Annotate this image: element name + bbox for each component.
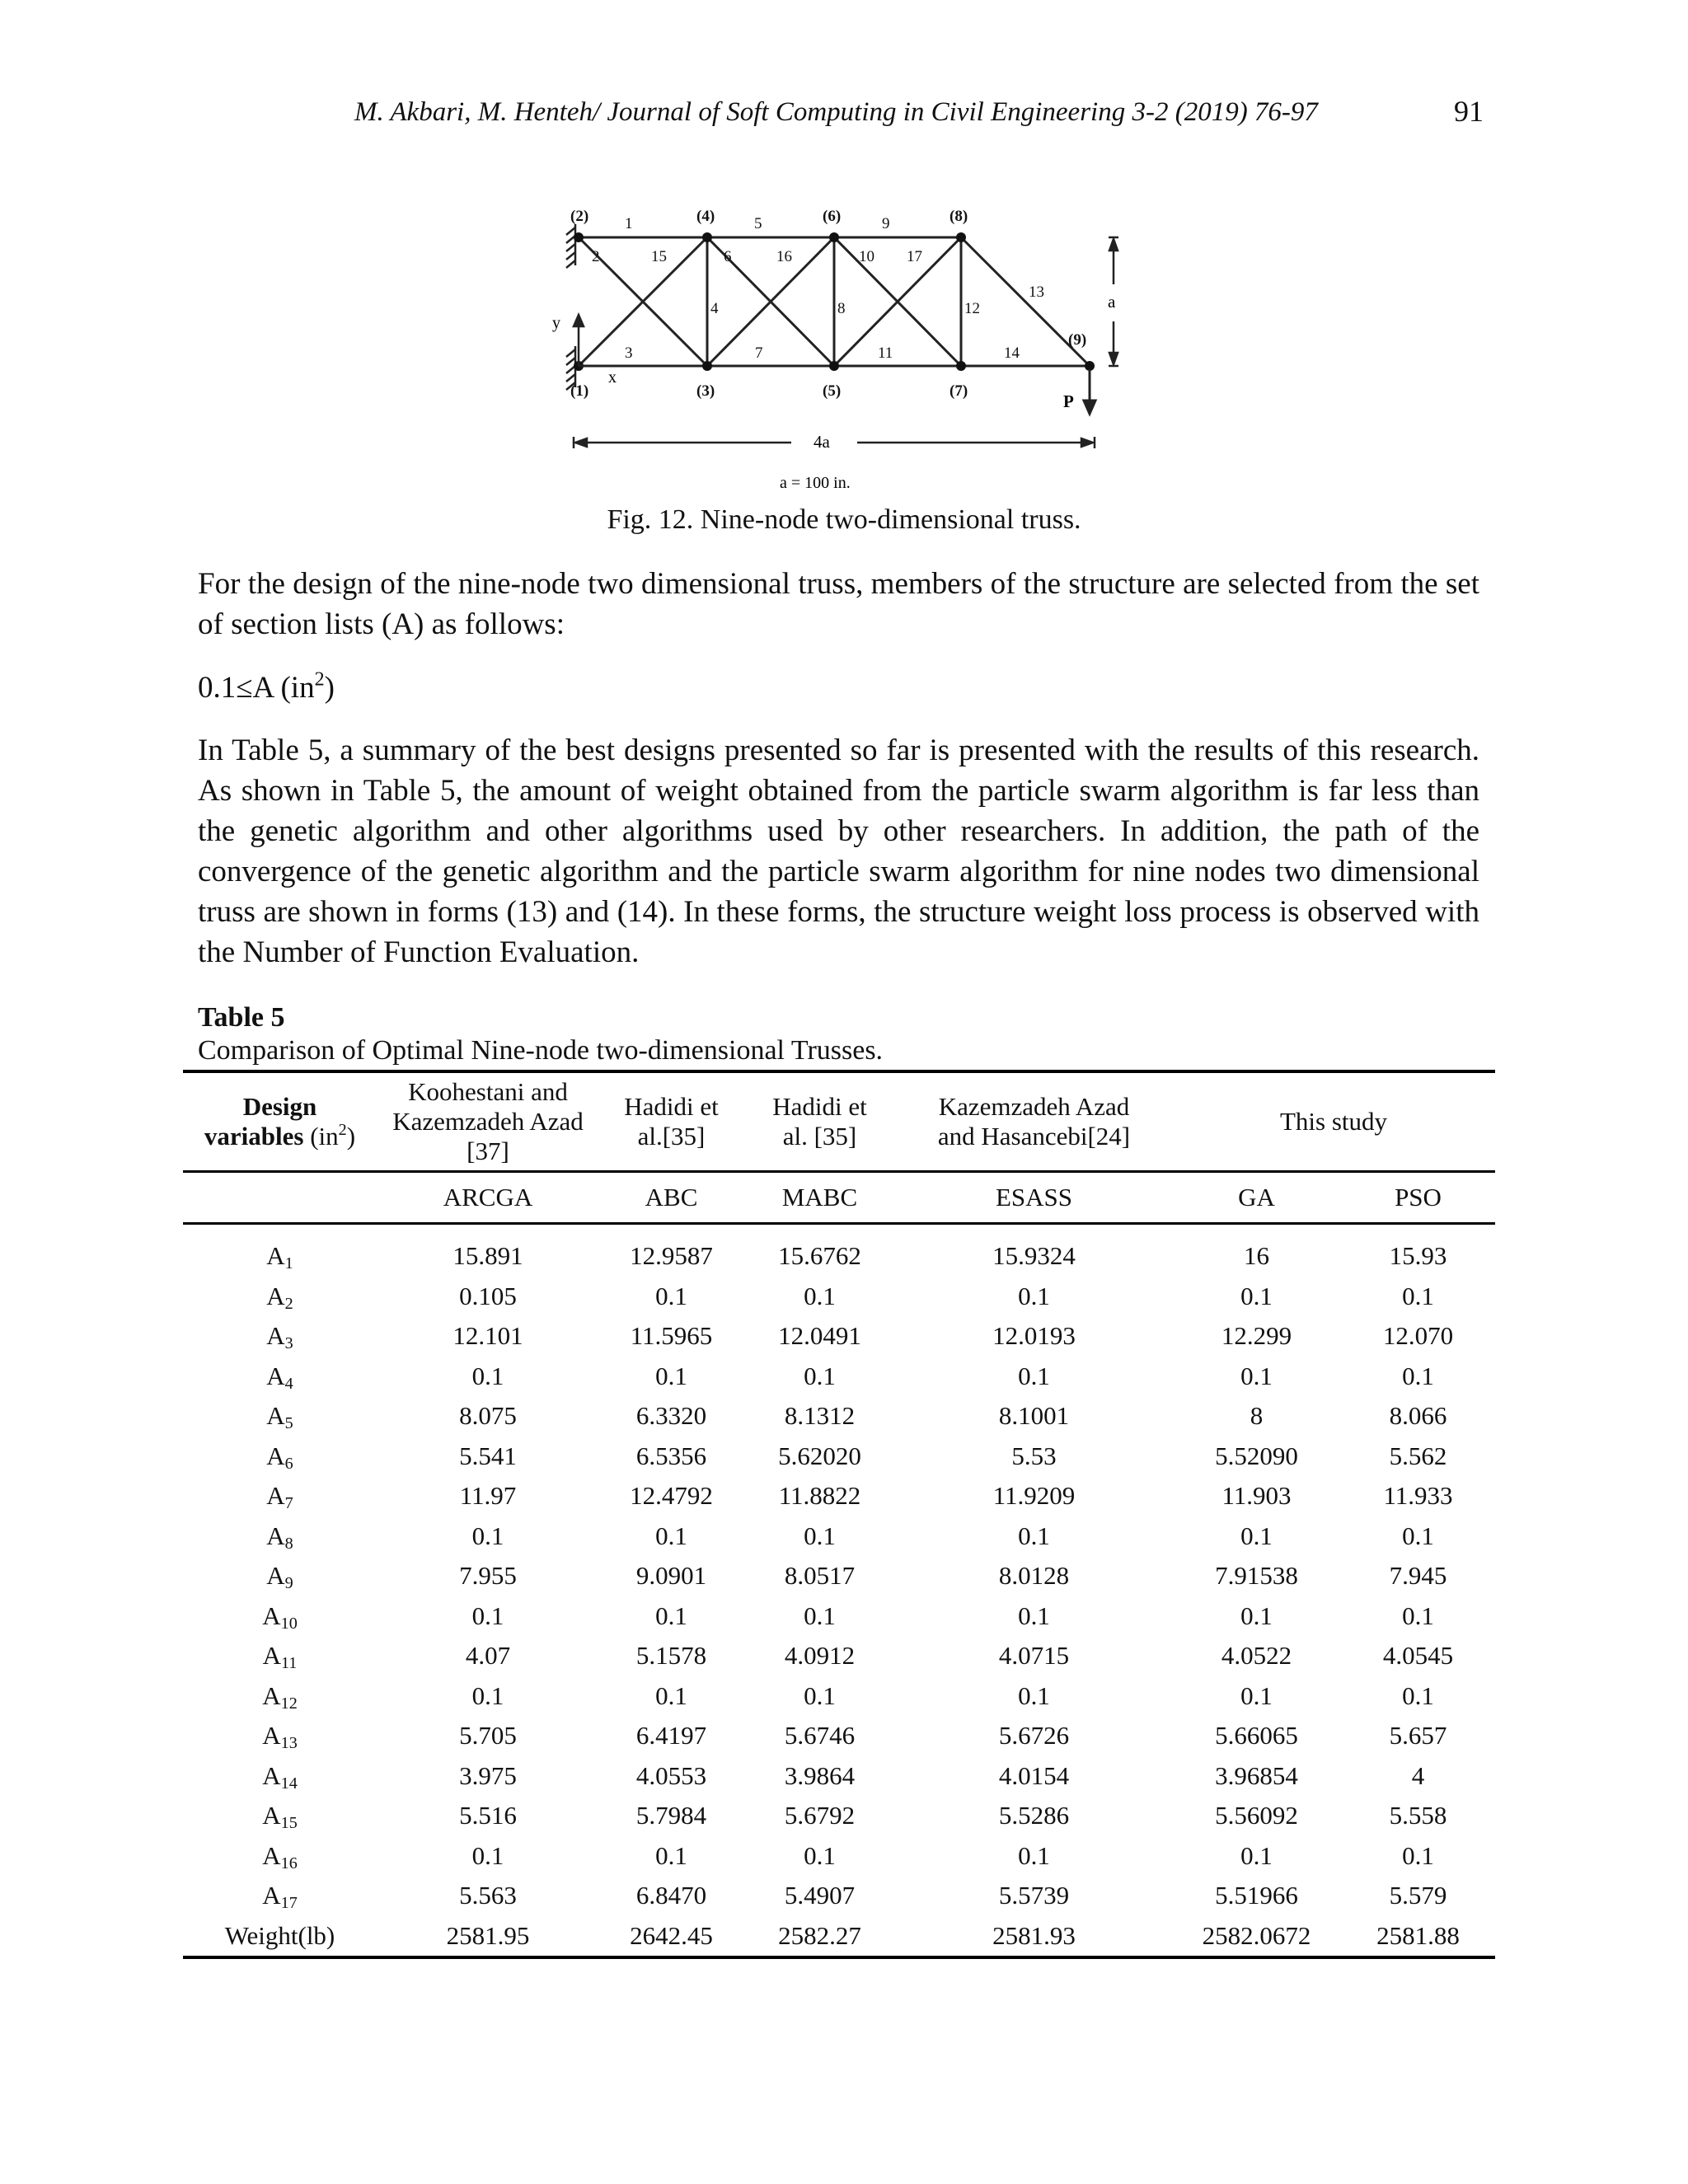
table-cell: 5.516: [459, 1801, 517, 1830]
table-cell: 5.66065: [1215, 1721, 1298, 1750]
constraint-expression: [198, 668, 1479, 708]
node-label: (6): [823, 208, 842, 225]
table-cell: 5.579: [1389, 1881, 1447, 1910]
table-row: [183, 1876, 1495, 1916]
table-cell: 0.1: [655, 1521, 687, 1550]
table-cell: 0.1: [655, 1361, 687, 1390]
axis-y-label: y: [552, 314, 560, 332]
weight-cell: 2581.95: [377, 1916, 599, 1958]
table-row: [183, 1476, 1495, 1516]
header-design-variables: Design variables $(in^2)$: [183, 1071, 377, 1172]
table-cell: 0.1: [1402, 1361, 1434, 1390]
header-kazemzadeh: Kazemzadeh Azad and Hasancebi[24]: [896, 1071, 1172, 1172]
table-row: [183, 1516, 1495, 1557]
design-variable: $A_{16}$: [262, 1840, 298, 1872]
table-cell: 7.945: [1389, 1561, 1447, 1591]
table-label: Table 5: [198, 1002, 285, 1033]
constraint-text: 0.1≤A (in: [198, 671, 315, 705]
table-cell: 0.1: [1240, 1521, 1273, 1550]
table-cell: 5.705: [459, 1721, 517, 1750]
table-cell: 4.0522: [1221, 1641, 1292, 1671]
header-hadidi-2: Hadidi et al. [35]: [743, 1071, 896, 1172]
table-row: [183, 1796, 1495, 1836]
node-label: (5): [823, 382, 842, 400]
table-cell: 11.8822: [778, 1481, 861, 1511]
table-cell: 7.91538: [1215, 1561, 1298, 1591]
table-cell: 0.1: [471, 1361, 504, 1390]
member-label: 16: [776, 248, 792, 265]
algorithm-name: MABC: [743, 1172, 896, 1224]
constraint-sup: 2: [314, 668, 325, 691]
member-label: 6: [724, 248, 732, 265]
span-label: 4a: [814, 432, 830, 452]
table-cell: 0.1: [471, 1521, 504, 1550]
table-cell: 0.1: [1018, 1281, 1050, 1310]
table-cell: 12.4792: [630, 1481, 713, 1511]
table-cell: 0.1: [471, 1840, 504, 1870]
table-cell: 0.1: [804, 1840, 836, 1870]
table-cell: 5.1578: [635, 1641, 707, 1671]
design-variable: $A_8$: [266, 1521, 293, 1553]
algorithm-name: ARCGA: [377, 1172, 599, 1224]
table-cell: 5.6726: [998, 1721, 1070, 1750]
design-variable: $A_{15}$: [262, 1801, 298, 1833]
constraint-suffix: ): [324, 671, 335, 705]
table-cell: 0.1: [804, 1281, 836, 1310]
weight-cell: 2582.0672: [1172, 1916, 1341, 1958]
a-value-label: a = 100 in.: [780, 474, 851, 492]
design-variable: $A_5$: [266, 1401, 293, 1433]
weight-cell: 2642.45: [599, 1916, 743, 1958]
table-cell: 5.562: [1389, 1441, 1447, 1470]
table-row: [183, 1224, 1495, 1277]
table-cell: 0.1: [804, 1601, 836, 1630]
node-label: (2): [570, 208, 589, 225]
table-cell: 8: [1250, 1401, 1264, 1431]
node-label: (1): [570, 382, 589, 400]
table-cell: 6.3320: [635, 1401, 707, 1431]
table-cell: 8.0128: [998, 1561, 1070, 1591]
table-row: [183, 1636, 1495, 1676]
member-label: 11: [878, 344, 893, 362]
table-cell: 15.891: [452, 1241, 523, 1271]
table-title: Comparison of Optimal Nine-node two-dimensional Trusses.: [198, 1035, 884, 1066]
comparison-table: [183, 1070, 1495, 1959]
table-cell: 5.6746: [784, 1721, 856, 1750]
truss-figure: [528, 198, 1137, 503]
table-cell: 12.299: [1221, 1321, 1292, 1351]
table-cell: 0.1: [1402, 1601, 1434, 1630]
algorithm-name: ABC: [599, 1172, 743, 1224]
table-cell: 4.0545: [1382, 1641, 1454, 1671]
table-cell: 8.0517: [784, 1561, 856, 1591]
table-row: [183, 1556, 1495, 1596]
table-cell: 5.52090: [1215, 1441, 1298, 1470]
member-label: 9: [882, 215, 890, 232]
node-label: (7): [950, 382, 968, 400]
table-cell: 8.075: [459, 1401, 517, 1431]
table-cell: 5.56092: [1215, 1801, 1298, 1830]
axes: [574, 315, 607, 366]
table-cell: 12.070: [1382, 1321, 1454, 1351]
table-cell: 5.62020: [778, 1441, 861, 1470]
height-label: a: [1108, 292, 1116, 312]
design-variable: $A_7$: [266, 1481, 293, 1513]
table-cell: 7.955: [459, 1561, 517, 1591]
table-cell: 0.1: [1240, 1281, 1273, 1310]
weight-cell: 2582.27: [743, 1916, 896, 1958]
algorithm-name: PSO: [1341, 1172, 1495, 1224]
running-header: [198, 97, 1484, 138]
table-cell: 0.1: [1018, 1601, 1050, 1630]
table-row: [183, 1277, 1495, 1317]
design-variable: $A_9$: [266, 1561, 293, 1593]
member-label: 17: [907, 248, 922, 265]
table-row: [183, 1836, 1495, 1877]
member-label: 5: [754, 215, 762, 232]
table-cell: 0.1: [804, 1521, 836, 1550]
table-cell: 0.1: [1402, 1680, 1434, 1710]
table-cell: 11.903: [1221, 1481, 1292, 1511]
member-label: 15: [651, 248, 667, 265]
table-cell: 6.8470: [635, 1881, 707, 1910]
table-cell: 0.1: [804, 1680, 836, 1710]
table-cell: 11.9209: [992, 1481, 1076, 1511]
table-cell: 5.7984: [635, 1801, 707, 1830]
load-label: P: [1063, 391, 1074, 411]
table-cell: 0.1: [1402, 1281, 1434, 1310]
table-row: [183, 1756, 1495, 1797]
table-cell: 0.1: [655, 1281, 687, 1310]
table-cell: 6.5356: [635, 1441, 707, 1470]
member-label: 7: [755, 344, 763, 362]
table-row: [183, 1316, 1495, 1357]
member-label: 12: [964, 300, 980, 317]
table-cell: 0.1: [1018, 1521, 1050, 1550]
table-cell: 0.1: [1240, 1601, 1273, 1630]
table-cell: 3.975: [459, 1760, 517, 1790]
table-cell: 0.1: [1018, 1840, 1050, 1870]
design-variable: $A_{11}$: [262, 1641, 298, 1673]
member-label: 1: [625, 215, 633, 232]
member-label: 2: [592, 248, 600, 265]
figure-caption: Fig. 12. Nine-node two-dimensional truss.: [607, 504, 1081, 535]
header-this-study: This study: [1172, 1071, 1495, 1172]
weight-cell: 2581.88: [1341, 1916, 1495, 1958]
node-label: (4): [696, 208, 715, 225]
table-cell: 0.1: [471, 1680, 504, 1710]
header-hadidi-1: Hadidi et al.[35]: [599, 1071, 743, 1172]
table-cell: 4.07: [465, 1641, 511, 1671]
table-cell: 5.5286: [998, 1801, 1070, 1830]
table-cell: 12.0193: [992, 1321, 1076, 1351]
table-cell: 15.93: [1389, 1241, 1447, 1271]
table-cell: 5.563: [459, 1881, 517, 1910]
table-cell: 15.6762: [778, 1241, 861, 1271]
journal-citation: M. Akbari, M. Henteh/ Journal of Soft Computing in Civil Engineering 3-2 (2019) 76-97: [354, 97, 1318, 127]
table-cell: 15.9324: [992, 1241, 1076, 1271]
design-variable: $A_{17}$: [262, 1881, 298, 1913]
table-cell: 9.0901: [635, 1561, 707, 1591]
table-cell: 5.6792: [784, 1801, 856, 1830]
table-cell: 4.0912: [784, 1641, 856, 1671]
node-label: (3): [696, 382, 715, 400]
algorithm-row: [183, 1172, 1495, 1224]
table-row: [183, 1596, 1495, 1637]
table-cell: 11.97: [459, 1481, 517, 1511]
weight-label: Weight(lb): [183, 1916, 377, 1958]
member-label: 13: [1029, 284, 1044, 301]
header-koohestani: Koohestani and Kazemzadeh Azad [37]: [377, 1071, 599, 1172]
table-cell: 12.0491: [778, 1321, 861, 1351]
table-cell: 4.0154: [998, 1760, 1070, 1790]
table-cell: 6.4197: [635, 1721, 707, 1750]
table-row: [183, 1716, 1495, 1756]
table-cell: 12.9587: [630, 1241, 713, 1271]
member-label: 10: [859, 248, 874, 265]
node-label: (8): [950, 208, 968, 225]
table-cell: 5.541: [459, 1441, 517, 1470]
table-cell: 5.657: [1389, 1721, 1447, 1750]
weight-cell: 2581.93: [896, 1916, 1172, 1958]
design-variable: $A_{10}$: [262, 1601, 298, 1633]
table-cell: 16: [1244, 1241, 1269, 1271]
design-variable: $A_{12}$: [262, 1680, 298, 1713]
table-cell: 11.5965: [630, 1321, 713, 1351]
algorithm-name: GA: [1172, 1172, 1341, 1224]
table-cell: 0.1: [1018, 1680, 1050, 1710]
table-cell: 0.1: [1402, 1521, 1434, 1550]
design-variable: $A_2$: [266, 1281, 293, 1313]
table-cell: [183, 1172, 377, 1224]
table-cell: 4.0715: [998, 1641, 1070, 1671]
page-number: 91: [1454, 95, 1484, 128]
table-cell: 8.066: [1389, 1401, 1447, 1431]
table-cell: 8.1001: [998, 1401, 1070, 1431]
table-cell: 0.1: [804, 1361, 836, 1390]
table-cell: 5.51966: [1215, 1881, 1298, 1910]
span-dimension: [574, 437, 1095, 448]
table-cell: 0.1: [1240, 1680, 1273, 1710]
load-arrow: [1084, 369, 1095, 414]
design-variable: $A_4$: [266, 1361, 293, 1393]
table-cell: 0.1: [1018, 1361, 1050, 1390]
truss-diagram: [528, 198, 1137, 503]
table-cell: 0.105: [459, 1281, 517, 1310]
paragraph-discussion: In Table 5, a summary of the best designs presented so far is presented with the results of this research. As shown in Table 5, the amount of weight obtained from the particle swarm algorithm is far less than the genetic algorithm and other algorithms used by other researchers. In addition, the path of the convergence of the genetic algorithm and the particle swarm algorithm for nine nodes two dimensional truss are shown in forms (13) and (14). In these forms, the structure weight loss process is observed with the Number of Function Evaluation.: [198, 733, 1479, 969]
member-label: 14: [1004, 344, 1020, 362]
table-cell: 0.1: [655, 1601, 687, 1630]
table-cell: 3.96854: [1215, 1760, 1298, 1790]
table-row: [183, 1436, 1495, 1477]
member-label: 8: [837, 300, 846, 317]
table-cell: 5.53: [1011, 1441, 1057, 1470]
node-label: (9): [1068, 331, 1087, 349]
table-cell: 0.1: [471, 1601, 504, 1630]
axis-x-label: x: [608, 368, 617, 387]
table-cell: 12.101: [452, 1321, 523, 1351]
table-cell: 0.1: [655, 1840, 687, 1870]
table-cell: 0.1: [655, 1680, 687, 1710]
table-cell: 4.0553: [635, 1760, 707, 1790]
table-cell: 11.933: [1383, 1481, 1453, 1511]
member-label: 4: [710, 300, 719, 317]
weight-row: [183, 1916, 1495, 1958]
design-variable: $A_{14}$: [262, 1760, 298, 1793]
table-header-row: [183, 1071, 1495, 1172]
table-row: [183, 1357, 1495, 1397]
table-cell: 5.5739: [998, 1881, 1070, 1910]
table-cell: 5.4907: [784, 1881, 856, 1910]
design-variable: $A_3$: [266, 1321, 293, 1353]
table-cell: 0.1: [1240, 1840, 1273, 1870]
design-variable: $A_{13}$: [262, 1721, 298, 1753]
table-cell: 0.1: [1240, 1361, 1273, 1390]
table-cell: 8.1312: [784, 1401, 856, 1431]
table-cell: 5.558: [1389, 1801, 1447, 1830]
table-row: [183, 1676, 1495, 1717]
design-variable: $A_6$: [266, 1441, 293, 1473]
member-label: 3: [625, 344, 633, 362]
table-row: [183, 1396, 1495, 1436]
design-variable: $A_1$: [266, 1241, 293, 1273]
table-cell: 0.1: [1402, 1840, 1434, 1870]
paragraph-intro: For the design of the nine-node two dimensional truss, members of the structure are selected from the set of section lists (A) as follows:: [198, 567, 1479, 641]
algorithm-name: ESASS: [896, 1172, 1172, 1224]
table-cell: 4: [1411, 1760, 1425, 1790]
table-cell: 3.9864: [784, 1760, 856, 1790]
